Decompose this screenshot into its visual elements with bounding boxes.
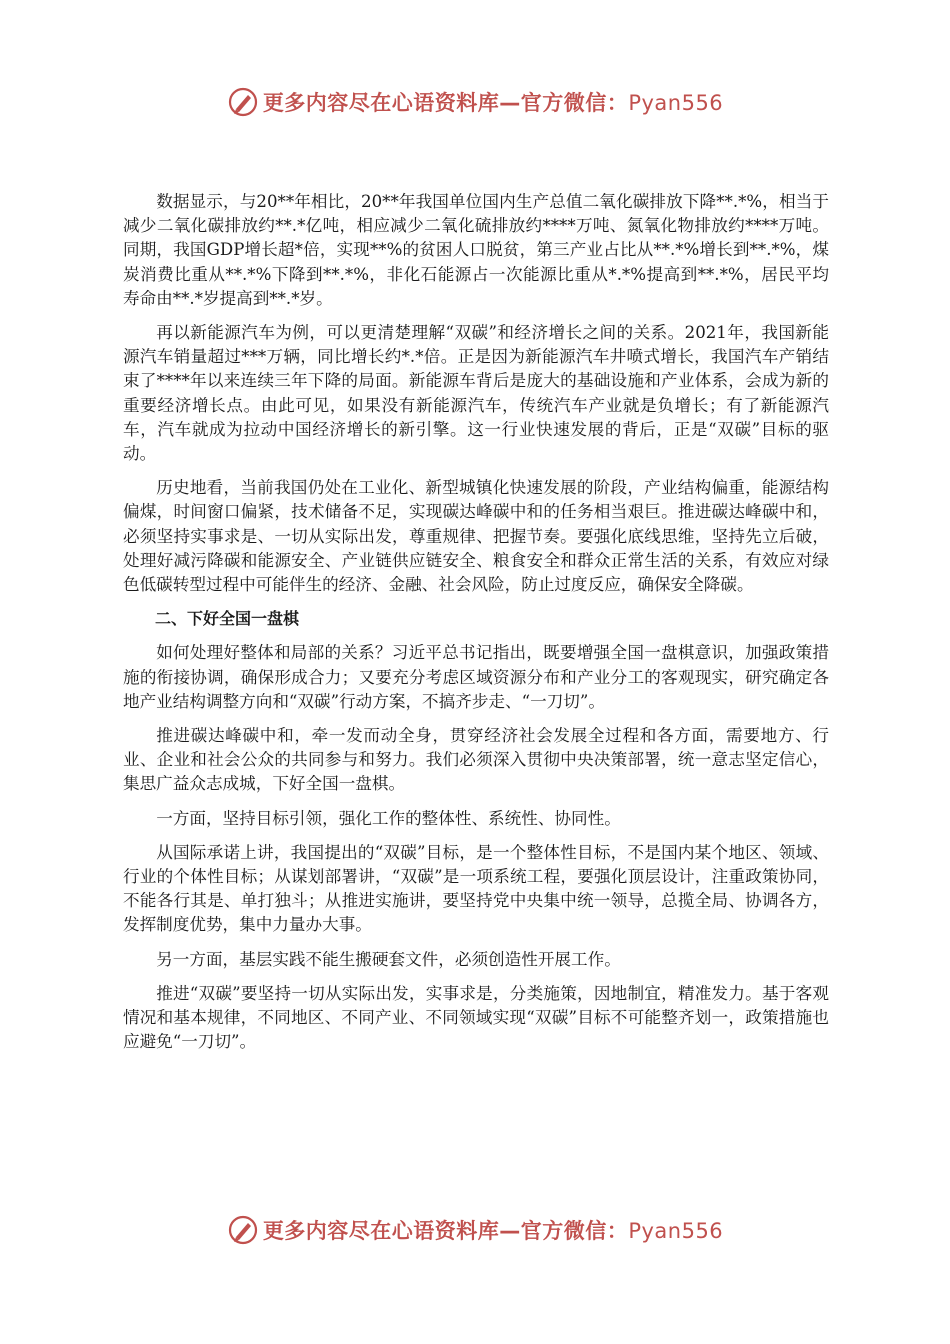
pen-logo-icon [227, 1214, 259, 1246]
footer-banner [0, 1210, 950, 1250]
document-body [123, 190, 829, 1065]
banner-slogan: 更多内容尽在心语资料库—官方微信： [262, 1219, 629, 1243]
paragraph-5: 推进碳达峰碳中和，牵一发而动全身，贯穿经济社会发展全过程和各方面，需要地方、行业、企业和社会公众的共同参与和努力。我们必须深入贯彻中央决策部署，统一意志坚定信心，集思广益众志成城，下好全国一盘棋。 [123, 726, 829, 794]
banner-wechat-id: Pyan556 [628, 1219, 724, 1243]
banner-text [263, 87, 723, 117]
paragraph-6: 一方面，坚持目标引领，强化工作的整体性、系统性、协同性。 [156, 808, 621, 828]
paragraph-3: 历史地看，当前我国仍处在工业化、新型城镇化快速发展的阶段，产业结构偏重，能源结构偏煤，时间窗口偏紧，技术储备不足，实现碳达峰碳中和的任务相当艰巨。推进碳达峰碳中和，必须坚持实事求是、一切从实际出发，尊重规律、把握节奏。要强化底线思维，坚持先立后破，处理好减污降碳和能源安全、产业链供应链安全、粮食安全和群众正常生活的关系，有效应对绿色低碳转型过程中可能伴生的经济、金融、社会风险，防止过度反应，确保安全降碳。 [123, 478, 829, 595]
paragraph-7: 从国际承诺上讲，我国提出的“双碳”目标，是一个整体性目标，不是国内某个地区、领域、行业的个体性目标；从谋划部署讲，“双碳”是一项系统工程，要强化顶层设计，注重政策协同，不能各行其是、单打独斗；从推进实施讲，要坚持党中央集中统一领导，总揽全局、协调各方，发挥制度优势，集中力量办大事。 [123, 842, 829, 935]
paragraph-2: 再以新能源汽车为例，可以更清楚理解“双碳”和经济增长之间的关系。2021年，我国新能源汽车销量超过***万辆，同比增长约*.*倍。正是因为新能源汽车井喷式增长，我国汽车产销结束了****年以来连续三年下降的局面。新能源车背后是庞大的基础设施和产业体系，会成为新的重要经济增长点。由此可见，如果没有新能源汽车，传统汽车产业就是负增长；有了新能源汽车，汽车就成为拉动中国经济增长的新引擎。这一行业快速发展的背后，正是“双碳”目标的驱动。 [123, 323, 829, 464]
banner-slogan: 更多内容尽在心语资料库—官方微信： [262, 91, 629, 115]
pen-logo-icon [227, 86, 259, 118]
paragraph-1: 数据显示，与20**年相比，20**年我国单位国内生产总值二氧化碳排放下降**.*%，相当于减少二氧化碳排放约**.*亿吨，相应减少二氧化硫排放约****万吨、氮氧化物排放约****万吨。同期，我国GDP增长超*倍，实现**%的贫困人口脱贫，第三产业占比从**.*%增长到**.*%，煤炭消费比重从**.*%下降到**.*%，非化石能源占一次能源比重从*.*%提高到**.*%，居民平均寿命由**.*岁提高到**.*岁。 [123, 192, 829, 308]
header-banner [0, 82, 950, 122]
banner-text [263, 1215, 723, 1245]
paragraph-9: 推进“双碳”要坚持一切从实际出发，实事求是，分类施策，因地制宜，精准发力。基于客观情况和基本规律，不同地区、不同产业、不同领域实现“双碳”目标不可能整齐划一，政策措施也应避免“一刀切”。 [123, 983, 829, 1052]
banner-wechat-id: Pyan556 [628, 91, 724, 115]
paragraph-4: 如何处理好整体和局部的关系？习近平总书记指出，既要增强全国一盘棋意识，加强政策措施的衔接协调，确保形成合力；又要充分考虑区域资源分布和产业分工的客观现实，研究确定各地产业结构调整方向和“双碳”行动方案，不搞齐步走、“一刀切”。 [123, 643, 829, 711]
section-heading: 二、下好全国一盘棋 [155, 609, 300, 629]
paragraph-8: 另一方面，基层实践不能生搬硬套文件，必须创造性开展工作。 [156, 949, 621, 969]
